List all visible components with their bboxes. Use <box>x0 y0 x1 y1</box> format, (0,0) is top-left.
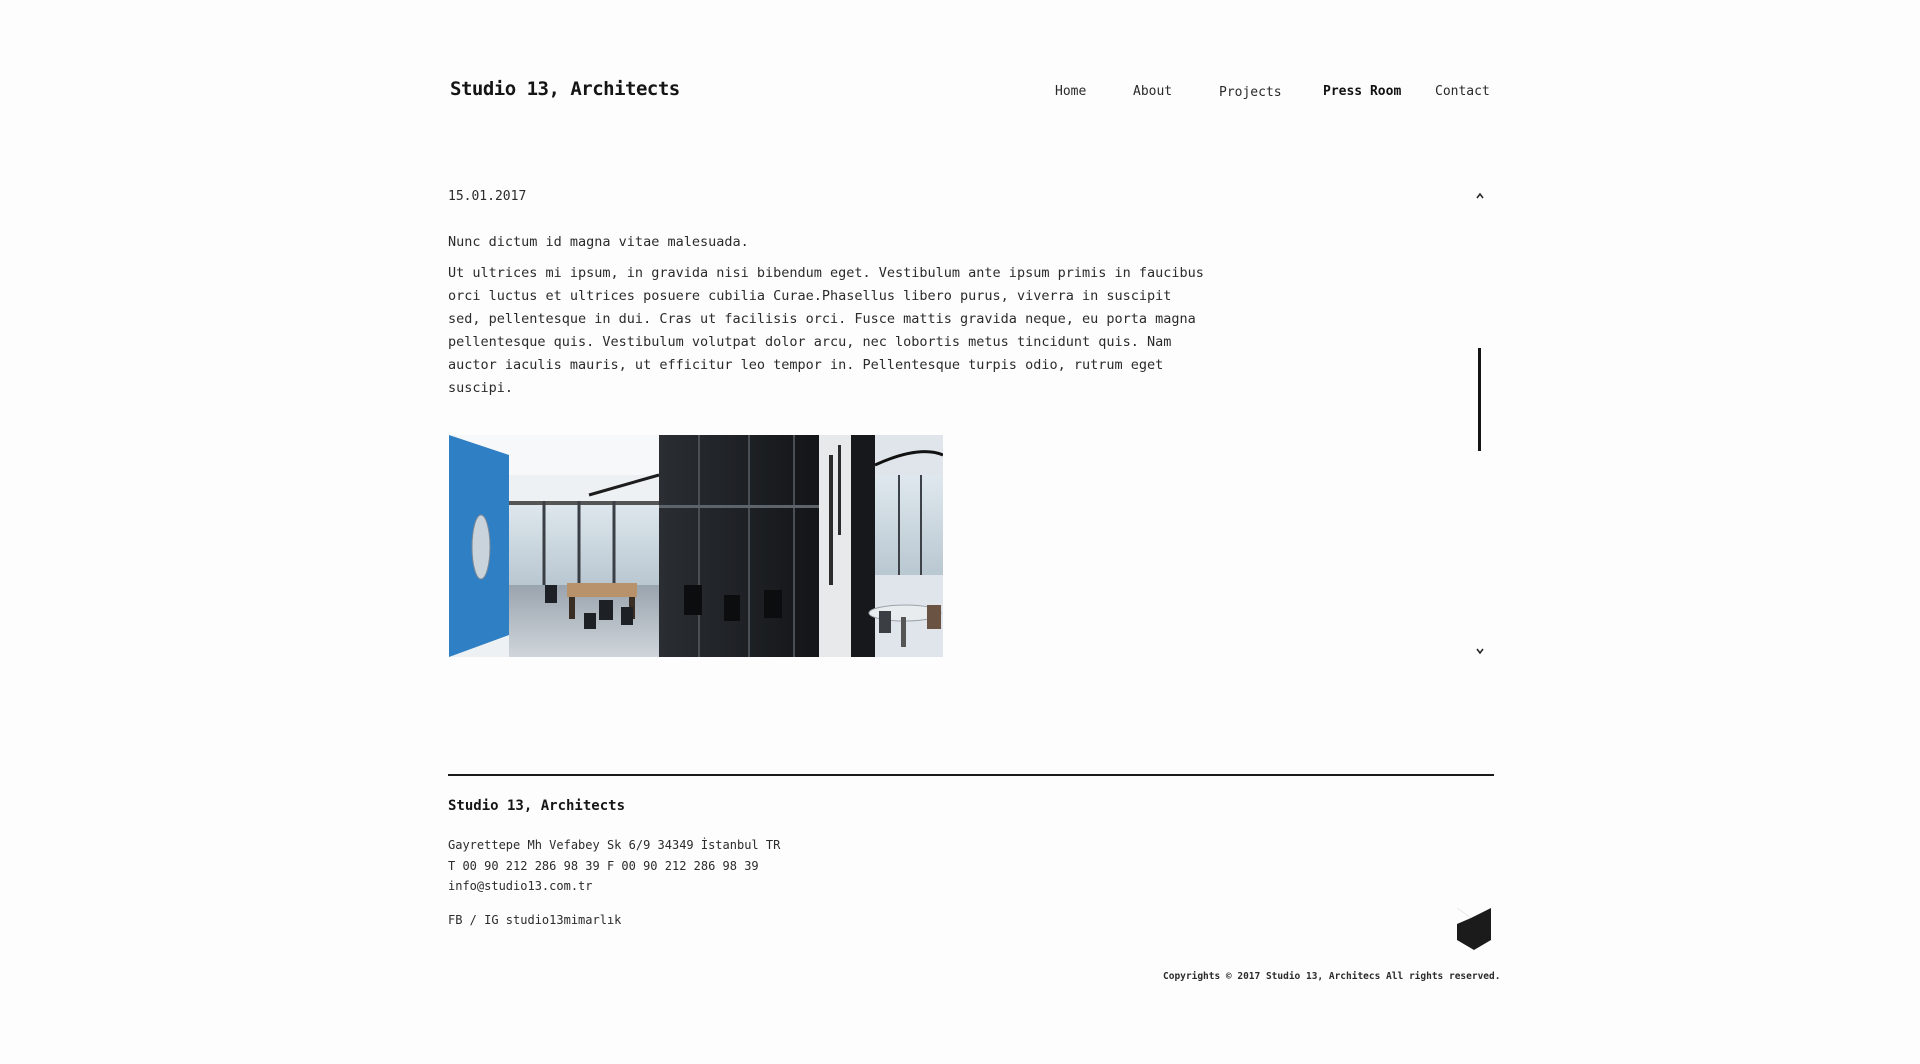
nav-item-press-room[interactable]: Press Room <box>1323 84 1402 99</box>
site-title[interactable]: Studio 13, Architects <box>450 78 680 100</box>
footer-divider <box>448 774 1494 776</box>
chevron-down-icon <box>1475 647 1485 655</box>
scroll-thumb[interactable] <box>1478 348 1481 451</box>
article-date: 15.01.2017 <box>448 189 527 204</box>
nav-item-projects[interactable]: Projects <box>1219 85 1282 100</box>
footer-brand: Studio 13, Architects <box>448 798 626 814</box>
footer-phone: T 00 90 212 286 98 39 F 00 90 212 286 98 39 <box>448 859 759 873</box>
nav-item-about[interactable]: About <box>1133 84 1173 99</box>
office-interior-image <box>449 435 943 657</box>
nav-item-home[interactable]: Home <box>1055 84 1087 99</box>
main-nav <box>1055 84 1492 104</box>
article-photo <box>449 435 943 657</box>
scroll-down-button[interactable] <box>1470 641 1490 661</box>
article-body: Ut ultrices mi ipsum, in gravida nisi bibendum eget. Vestibulum ante ipsum primis in faucibus orci luctus et ultrices posuere cubilia Curae.Phasellus libero purus, viverra in suscipit sed, pellentesque in dui. Cras ut facilisis orci. Fusce mattis gravida neque, eu porta magna pellentesque quis. Vestibulum volutpat dolor arcu, nec lobortis metus tincidunt quis. Nam auctor iaculis mauris, ut efficitur leo tempor in. Pellentesque turpis odio, rutrum eget suscipi. <box>448 265 1204 396</box>
copyright-text: Copyrights © 2017 Studio 13, Architecs All rights reserved. <box>1163 971 1501 982</box>
footer-email[interactable]: info@studio13.com.tr <box>448 879 593 893</box>
scroll-up-button[interactable] <box>1470 186 1490 206</box>
chevron-up-icon <box>1475 192 1485 200</box>
nav-item-contact[interactable]: Contact <box>1435 84 1490 99</box>
article-headline: Nunc dictum id magna vitae malesuada. <box>448 234 749 250</box>
footer-address: Gayrettepe Mh Vefabey Sk 6/9 34349 İstanbul TR <box>448 838 781 852</box>
footer-social[interactable]: FB / IG studio13mimarlık <box>448 913 622 927</box>
studio-logo-icon <box>1455 906 1493 952</box>
